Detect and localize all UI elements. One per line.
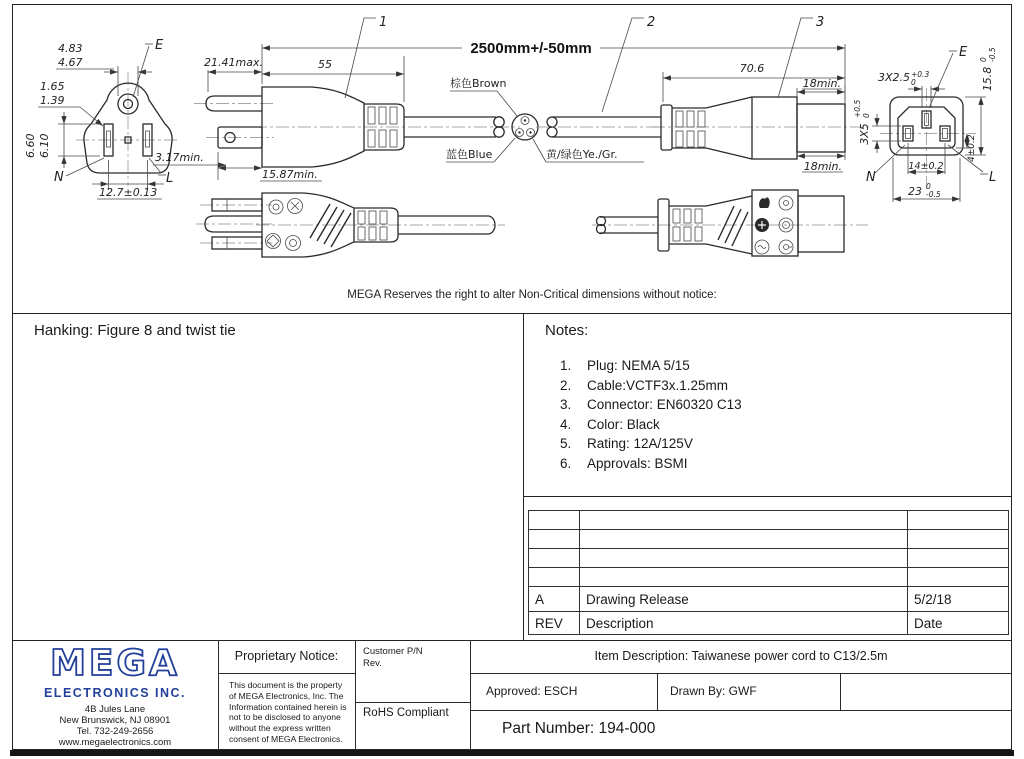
note-text: Connector: EN60320 C13: [587, 397, 742, 412]
note-item: [560, 356, 742, 376]
dim-slot-height-tol-bot: 0: [862, 113, 871, 118]
customer-pn-line1: Customer P/N: [363, 646, 423, 657]
titleblock-vline-drawn: [840, 673, 841, 710]
proprietary-notice-body: This document is the property of MEGA Electronics, Inc. The Information contained herein is not to be disclosed to anyone without the express written consent of MEGA Electronics.: [229, 680, 347, 744]
revision-header-row: [529, 612, 1009, 635]
label-wire-yellow-green: 黄/绿色Ye./Gr.: [546, 148, 618, 161]
note-item: [560, 415, 742, 435]
approved-by: Approved: ESCH: [486, 684, 578, 698]
customer-pn-label: [363, 646, 423, 669]
label-earth: E: [155, 38, 164, 53]
note-number: 3.: [560, 397, 572, 412]
customer-pn-line2: Rev.: [363, 657, 382, 669]
revision-header-date: Date: [908, 612, 1009, 635]
dim-c13-height: 15.8: [981, 66, 994, 92]
dim-c13-height-tol-top: 0: [979, 57, 988, 62]
note-number: 2.: [560, 377, 572, 393]
titleblock-vline-2: [355, 640, 356, 749]
revision-row: [529, 587, 1009, 612]
company-address: [14, 704, 216, 748]
address-line: New Brunswick, NJ 08901: [59, 715, 171, 726]
revision-date: 5/2/18: [908, 587, 1009, 612]
divider-drawing: [12, 313, 1011, 314]
disclaimer-text: MEGA Reserves the right to alter Non-Critical dimensions without notice:: [347, 289, 717, 301]
dim-c13-width-tol-bot: -0.5: [926, 190, 941, 199]
label-wire-brown: 棕色Brown: [450, 77, 507, 90]
balloon-2: 2: [647, 15, 656, 30]
note-item: [560, 454, 742, 474]
dim-plug-width-max: 4.83: [58, 42, 83, 55]
dim-slot-width-tol-bot: 0: [911, 78, 916, 87]
dim-slot-offset: 4±0.2: [967, 134, 977, 162]
notes-list: [560, 356, 742, 473]
note-item: [560, 376, 742, 396]
note-text: Rating: 12A/125V: [587, 436, 693, 451]
label-c13-earth: E: [959, 45, 968, 60]
note-text: Cable:VCTF3x.1.25mm: [587, 377, 729, 393]
revision-empty-row: [529, 530, 1009, 549]
hanking-note: Hanking: Figure 8 and twist tie: [34, 322, 236, 339]
note-item: [560, 434, 742, 454]
label-neutral: N: [54, 170, 64, 185]
notes-title: Notes:: [545, 322, 589, 339]
company-logo-text: MEGA: [50, 643, 180, 683]
dim-c13-height-tol-bot: -0.5: [988, 47, 997, 62]
dim-slot-height: 3X5: [858, 123, 871, 145]
note-number: 5.: [560, 436, 572, 451]
revision-header-description: Description: [580, 612, 908, 635]
dim-blade-pitch: 12.7±0.13: [99, 186, 158, 199]
note-number: 1.: [560, 358, 572, 373]
drawn-by: Drawn By: GWF: [670, 684, 757, 698]
proprietary-notice-title: Proprietary Notice:: [234, 649, 339, 663]
company-name: ELECTRONICS INC.: [43, 686, 187, 700]
dim-pin-max: 1.65: [40, 80, 65, 93]
dim-plug-body-length: 55: [318, 58, 332, 71]
note-text: Color: Black: [587, 416, 660, 432]
dim-slot-pitch: 14±0.2: [908, 161, 944, 172]
dim-connector-length: 70.6: [739, 62, 765, 75]
balloon-3: 3: [816, 15, 825, 30]
dim-outlet-top: 18min.: [802, 77, 841, 90]
dim-blade-length: 15.87min.: [262, 168, 318, 181]
revision-header-rev: REV: [529, 612, 580, 635]
note-text: Approvals: BSMI: [587, 455, 688, 471]
sheet-bottom-bar: [10, 750, 1014, 756]
sheet-border: [12, 4, 1012, 750]
label-c13-neutral: N: [866, 170, 876, 185]
revision-empty-row: [529, 568, 1009, 587]
dim-c13-width-tol-top: 0: [926, 182, 931, 191]
address-line: Tel. 732-249-2656: [76, 726, 154, 737]
revision-table: [528, 510, 1009, 635]
dim-plug-width-min: 4.67: [58, 56, 83, 69]
revision-rev: A: [529, 587, 580, 612]
rohs-compliant-label: RoHS Compliant: [363, 707, 449, 719]
titleblock-hline-prop: [218, 673, 355, 674]
dim-blade-tip: 3.17min.: [155, 151, 204, 164]
dim-slot-height-tol-top: +0.5: [853, 99, 862, 118]
label-line: L: [166, 171, 174, 186]
revision-empty-row: [529, 549, 1009, 568]
dim-slot-width-tol-top: +0.3: [911, 70, 930, 79]
company-logo: [37, 643, 193, 683]
note-number: 6.: [560, 455, 572, 471]
dim-pin-min: 1.39: [40, 94, 65, 107]
titleblock-hline-customer: [355, 702, 470, 703]
dim-c13-width: 23: [908, 185, 922, 198]
label-c13-line: L: [989, 170, 997, 185]
item-description: Item Description: Taiwanese power cord to C13/2.5m: [594, 649, 888, 663]
dim-slot-width: 3X2.5: [878, 71, 911, 84]
dim-plug-depth: 21.41max.: [204, 56, 263, 69]
titleblock-vline-approved: [657, 673, 658, 710]
balloon-1: 1: [379, 15, 388, 30]
dim-blade-h-min: 6.10: [38, 133, 51, 158]
address-line: 4B Jules Lane: [84, 704, 146, 715]
divider-notes-revision: [523, 496, 1011, 497]
note-item: [560, 395, 742, 415]
note-text: Plug: NEMA 5/15: [587, 358, 690, 373]
revision-empty-row: [529, 511, 1009, 530]
dim-outlet-bottom: 18min.: [803, 160, 842, 173]
divider-hanking-notes: [523, 313, 524, 640]
dim-overall-length: 2500mm+/-50mm: [470, 40, 592, 57]
note-number: 4.: [560, 416, 572, 432]
revision-description: Drawing Release: [580, 587, 908, 612]
company-block: [14, 643, 216, 748]
dim-blade-h-max: 6.60: [24, 133, 37, 158]
label-wire-blue: 蓝色Blue: [446, 148, 493, 161]
part-number: Part Number: 194-000: [502, 720, 656, 737]
company-website: www.megaelectronics.com: [58, 737, 172, 748]
